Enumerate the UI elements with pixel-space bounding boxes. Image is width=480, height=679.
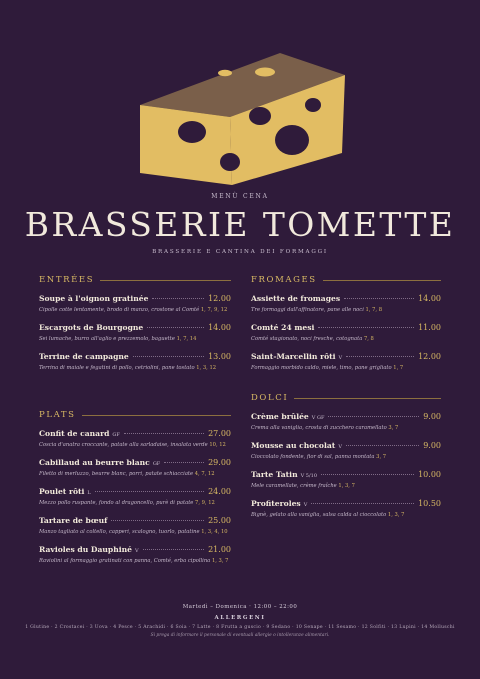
dish-price: 11.00	[418, 323, 441, 332]
menu-item-header	[251, 499, 441, 508]
menu-item-header	[39, 516, 231, 525]
dish-allergens: 1, 3, 7	[338, 483, 355, 489]
cheese-wedge-icon	[130, 35, 360, 190]
dish-tag: V GF	[311, 415, 325, 421]
dot-leader	[164, 462, 204, 463]
menu-item	[39, 545, 231, 565]
menu-item-header	[39, 487, 231, 496]
dish-allergens: 1, 7, 9, 12	[200, 307, 228, 313]
section-title: DOLCI	[251, 393, 441, 403]
dish-description	[251, 453, 441, 461]
dish-tag: V	[338, 355, 343, 361]
dish-description-text: Cipolle cotte lentamente, brodo di manzo, crostone al Comté	[39, 307, 200, 313]
section-plats	[39, 410, 231, 574]
dish-price: 12.00	[208, 294, 231, 303]
dish-description	[251, 364, 441, 372]
allergens-title: ALLERGENI	[214, 615, 266, 621]
dish-tag: V 5/10	[300, 473, 318, 479]
dish-price: 9.00	[423, 441, 441, 450]
dish-description-text: Bignè, gelato alla vaniglia, salsa calda al cioccolato	[251, 512, 387, 518]
dish-name: Comté 24 mesi	[251, 323, 315, 332]
menu-item-header	[251, 441, 441, 450]
dot-leader	[143, 549, 204, 550]
dish-allergens: 3, 7	[376, 454, 387, 460]
dish-description	[251, 511, 441, 519]
dish-allergens: 1, 3, 12	[196, 365, 217, 371]
menu-item	[251, 323, 441, 343]
dot-leader	[147, 327, 204, 328]
dish-name: Mousse au chocolat	[251, 441, 336, 450]
restaurant-tagline: BRASSERIE E CANTINA DEI FORMAGGI	[152, 249, 328, 255]
opening-hours: Martedì – Domenica · 12:00 – 22:00	[182, 604, 298, 610]
dish-price: 29.00	[208, 458, 231, 467]
dish-description-text: Formaggio morbido caldo, miele, timo, pane grigliato	[251, 365, 392, 371]
dish-allergens: 1, 3, 7	[211, 558, 229, 564]
menu-item	[39, 323, 231, 343]
dish-description	[39, 557, 231, 565]
dish-name: Assiette de fromages	[251, 294, 341, 303]
dish-name: Saint-Marcellin rôti	[251, 352, 336, 361]
dish-description-text: Tre formaggi dall'affinatore, pane alle noci	[251, 307, 364, 313]
menu-item	[39, 516, 231, 536]
dot-leader	[111, 520, 204, 521]
section-dolci	[251, 393, 441, 528]
menu-item-header	[39, 352, 231, 361]
menu-item	[39, 429, 231, 449]
menu-item-header	[39, 458, 231, 467]
dot-leader	[95, 491, 204, 492]
dish-allergens: 7, 8	[363, 336, 374, 342]
allergens-note: Si prega di informare il personale di eventuali allergie o intolleranze alimentari.	[150, 633, 330, 638]
menu-item-header	[251, 323, 441, 332]
dish-allergens: 1, 7	[393, 365, 404, 371]
dish-description	[251, 424, 441, 432]
dot-leader	[328, 416, 419, 417]
section-title: ENTRÉES	[39, 275, 231, 285]
menu-item-header	[39, 545, 231, 554]
dish-tag: V	[338, 444, 342, 450]
dish-description	[251, 306, 441, 314]
dish-tag: GF	[152, 461, 161, 467]
menu-item	[251, 412, 441, 432]
menu-item	[251, 470, 441, 490]
dish-tag: GF	[112, 432, 120, 438]
dish-description-text: Filetto di merluzzo, beurre blanc, porri, patate schiacciate	[39, 471, 194, 477]
dish-description-text: Crema alla vaniglia, crosta di zucchero caramellato	[251, 425, 387, 431]
dot-leader	[124, 433, 204, 434]
dish-description-text: Mele caramellate, crème fraîche	[251, 483, 337, 489]
dish-price: 12.00	[418, 352, 441, 361]
dish-allergens: 10, 12	[209, 442, 226, 448]
menu-item	[39, 294, 231, 314]
menu-item-header	[39, 294, 231, 303]
menu-item	[251, 294, 441, 314]
restaurant-title: BRASSERIE TOMETTE	[24, 205, 456, 244]
dish-allergens: 7, 9, 12	[195, 500, 215, 506]
dish-description-text: Raviolini al formaggio gratinati con panna, Comté, erba cipollina	[39, 558, 211, 564]
dish-name: Soupe à l'oignon gratinée	[39, 294, 149, 303]
dish-description-text: Comté stagionato, noci fresche, cotognata	[251, 336, 363, 342]
dish-description-text: Mezzo pollo ruspante, fondo al dragoncello, purè di patate	[39, 500, 194, 506]
dish-price: 25.00	[208, 516, 231, 525]
dish-description-text: Manzo tagliato al coltello, capperi, scalogno, tuorlo, patatine	[39, 529, 200, 535]
dish-allergens: 1, 7, 8	[365, 307, 383, 313]
menu-item	[251, 352, 441, 372]
dish-price: 27.00	[208, 429, 231, 438]
menu-item	[251, 441, 441, 461]
menu-item-header	[39, 429, 231, 438]
menu-item-header	[251, 294, 441, 303]
dot-leader	[311, 503, 414, 504]
dish-price: 10.00	[418, 470, 441, 479]
dish-price: 14.00	[418, 294, 441, 303]
dot-leader	[133, 356, 204, 357]
dish-name: Profiteroles	[251, 499, 301, 508]
dish-name: Cabillaud au beurre blanc	[39, 458, 150, 467]
dish-description	[39, 306, 231, 314]
dish-description	[39, 364, 231, 372]
dish-description	[39, 470, 231, 478]
dish-price: 9.00	[423, 412, 441, 421]
dish-name: Confit de canard	[39, 429, 110, 438]
menu-item-header	[39, 323, 231, 332]
dish-price: 13.00	[208, 352, 231, 361]
menu-item	[39, 458, 231, 478]
dish-price: 10.50	[418, 499, 441, 508]
dish-description	[39, 499, 231, 507]
dish-allergens: 4, 7, 12	[194, 471, 215, 477]
dish-description	[251, 335, 441, 343]
menu-item	[251, 499, 441, 519]
dish-name: Crème brûlée	[251, 412, 309, 421]
dish-price: 24.00	[208, 487, 231, 496]
section-entrees	[39, 275, 231, 381]
dish-name: Tarte Tatin	[251, 470, 298, 479]
dot-leader	[318, 327, 414, 328]
dish-description-text: Coscia d'anatra croccante, patate alla sarladaise, insalata verde	[39, 442, 208, 448]
dish-tag: V	[134, 548, 139, 554]
dish-allergens: 3, 7	[388, 425, 399, 431]
dish-description	[39, 335, 231, 343]
dish-description-text: Cioccolato fondente, fior di sal, panna montata	[251, 454, 375, 460]
dish-tag: V	[303, 502, 308, 508]
dish-price: 21.00	[208, 545, 231, 554]
dish-name: Terrine de campagne	[39, 352, 129, 361]
dish-description	[39, 528, 231, 536]
menu-item	[39, 352, 231, 372]
dish-description	[251, 482, 441, 490]
dish-name: Escargots de Bourgogne	[39, 323, 144, 332]
dish-description-text: Sei lumache, burro all'aglio e prezzemolo, baguette	[39, 336, 175, 342]
dish-name: Ravioles du Dauphiné	[39, 545, 132, 554]
menu-item-header	[251, 470, 441, 479]
section-fromages	[251, 275, 441, 381]
dish-allergens: 1, 7, 14	[176, 336, 197, 342]
dish-tag: L	[87, 490, 91, 496]
menu-label: MENÙ CENA	[211, 193, 269, 200]
dish-allergens: 1, 3, 4, 10	[201, 529, 228, 535]
dish-allergens: 1, 3, 7	[387, 512, 405, 518]
allergens-list: 1 Glutine · 2 Crostacei · 3 Uova · 4 Pesce · 5 Arachidi · 6 Soia · 7 Latte · 8 Frutta a guscio · 9 Sedano · 10 Senape · 11 Sesamo · 12 Solfiti · 13 Lupini · 14 Molluschi	[25, 625, 455, 630]
dish-name: Tartare de bœuf	[39, 516, 108, 525]
section-title: PLATS	[39, 410, 231, 420]
dot-leader	[346, 356, 414, 357]
dish-price: 14.00	[208, 323, 231, 332]
dot-leader	[321, 474, 414, 475]
dot-leader	[344, 298, 414, 299]
dish-description-text: Terrina di maiale e fegatini di pollo, cetriolini, pane tostato	[39, 365, 195, 371]
dish-description	[39, 441, 231, 449]
dot-leader	[346, 445, 419, 446]
menu-item	[39, 487, 231, 507]
section-title: FROMAGES	[251, 275, 441, 285]
menu-item-header	[251, 352, 441, 361]
dish-name: Poulet rôti	[39, 487, 85, 496]
dot-leader	[152, 298, 204, 299]
menu-item-header	[251, 412, 441, 421]
